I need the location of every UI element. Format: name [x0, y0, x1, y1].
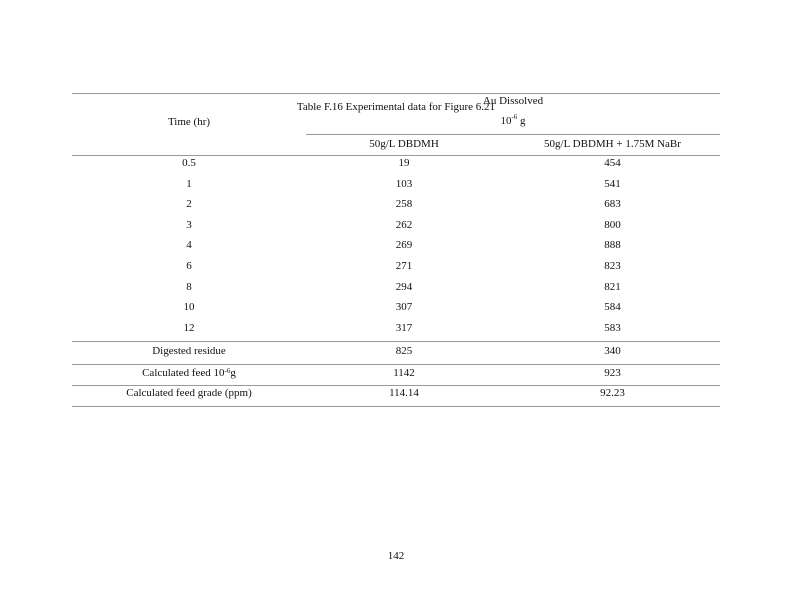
row-dbdmh-nabr: 683 [604, 198, 621, 211]
grade-label: Calculated feed grade (ppm) [126, 387, 252, 399]
feed-label-exp: -6 [224, 367, 231, 375]
table-caption: Table F.16 Experimental data for Figure 6.21 [296, 101, 496, 113]
digested-label: Digested residue [152, 345, 226, 357]
row-time: 1 [186, 177, 192, 190]
body-bottom-rule [72, 341, 720, 342]
row-dbdmh: 262 [395, 218, 413, 231]
row-dbdmh: 294 [395, 280, 413, 293]
feed-label-post: g [230, 367, 236, 379]
row-dbdmh: 307 [395, 301, 413, 314]
row-time: 12 [183, 321, 195, 334]
row-dbdmh: 271 [395, 260, 413, 272]
row-time: 6 [186, 260, 192, 272]
header-col-dbdmh-nabr: 50g/L DBDMH + 1.75M NaBr [544, 138, 681, 150]
row-dbdmh: 258 [395, 198, 413, 211]
unit-suffix: g [517, 115, 526, 127]
row-dbdmh-nabr: 823 [604, 260, 621, 272]
digested-a: 825 [395, 345, 413, 357]
row-dbdmh-nabr: 541 [604, 177, 621, 190]
rule [72, 364, 720, 365]
row-time: 10 [183, 301, 195, 314]
row-dbdmh-nabr: 800 [604, 218, 621, 231]
row-dbdmh: 103 [395, 177, 413, 190]
table-bottom-rule [72, 406, 720, 407]
top-rule [72, 93, 720, 94]
feed-b: 923 [604, 367, 621, 379]
row-dbdmh-nabr: 584 [604, 301, 621, 314]
row-time: 2 [186, 198, 192, 211]
grade-a: 114.14 [389, 387, 419, 399]
row-dbdmh: 19 [398, 157, 410, 169]
row-dbdmh-nabr: 821 [604, 280, 621, 293]
row-dbdmh-nabr: 454 [604, 157, 621, 169]
header-unit [306, 115, 720, 127]
row-dbdmh: 317 [395, 321, 413, 334]
row-time: 8 [186, 280, 192, 293]
header-time: Time (hr) [167, 116, 211, 128]
row-time: 3 [186, 218, 192, 231]
grade-b: 92.23 [600, 387, 625, 399]
row-time: 0.5 [182, 157, 196, 169]
header-mid-rule [306, 134, 720, 135]
row-dbdmh: 269 [395, 239, 413, 252]
row-dbdmh-nabr: 583 [604, 321, 621, 334]
feed-a: 1142 [393, 367, 415, 379]
header-col-dbdmh: 50g/L DBDMH [369, 138, 439, 150]
row-time: 4 [186, 239, 192, 252]
row-dbdmh-nabr: 888 [604, 239, 621, 252]
digested-b: 340 [604, 345, 621, 357]
header-au-dissolved: Au Dissolved [482, 95, 544, 107]
unit-exp: -6 [511, 113, 518, 121]
unit-base: 10 [500, 115, 512, 127]
feed-label-pre: Calculated feed 10 [142, 367, 225, 379]
page-number: 142 [387, 550, 405, 562]
feed-label [72, 366, 306, 380]
